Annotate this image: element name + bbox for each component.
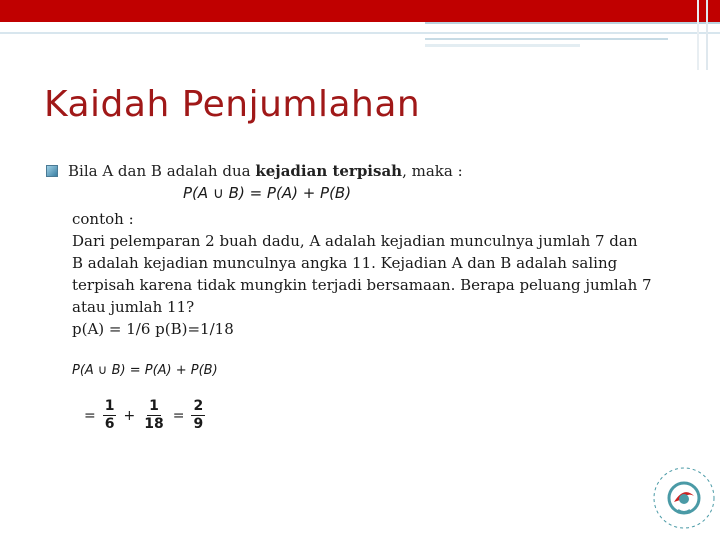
body-line: Dari pelemparan 2 buah dadu, A adalah kejadian munculnya jumlah 7 dan [72,232,638,250]
bullet-bold-term: kejadian terpisah [255,162,403,180]
header-bar [0,0,720,22]
university-logo-icon [650,462,718,534]
body-line: terpisah karena tidak mungkin terjadi bersamaan. Berapa peluang jumlah 7 [72,276,652,294]
bullet-square-icon [46,165,58,177]
fraction-denominator: 6 [104,416,115,432]
example-text [72,208,682,340]
bullet-prefix: Bila A dan B adalah dua [68,162,256,180]
body-line: atau jumlah 11? [72,298,195,316]
bullet-text [68,162,463,180]
body-line: B adalah kejadian munculnya angka 11. Kejadian A dan B adalah saling [72,254,618,272]
fraction-numerator: 1 [104,398,115,414]
equals-sign: = [172,407,185,424]
fraction-denominator: 18 [144,416,164,432]
fraction-denominator: 9 [193,416,204,432]
header-stripes [0,22,720,50]
bullet-point [46,162,463,180]
fraction-numerator: 2 [193,398,204,414]
body-line: p(A) = 1/6 p(B)=1/18 [72,320,234,338]
body-line: contoh : [72,210,134,228]
slide-title: Kaidah Penjumlahan [44,84,421,125]
fraction-one-eighteenth [142,398,165,433]
equals-sign: = [84,407,96,424]
bullet-suffix: , maka : [402,162,463,180]
formula-example: P(A ∪ B) = P(A) + P(B) [72,363,218,378]
fraction-result [191,398,205,433]
formula-main: P(A ∪ B) = P(A) + P(B) [183,184,352,202]
plus-sign: + [123,407,136,424]
fraction-one-sixth [103,398,117,433]
fraction-calculation [82,398,210,433]
fraction-numerator: 1 [149,398,159,414]
